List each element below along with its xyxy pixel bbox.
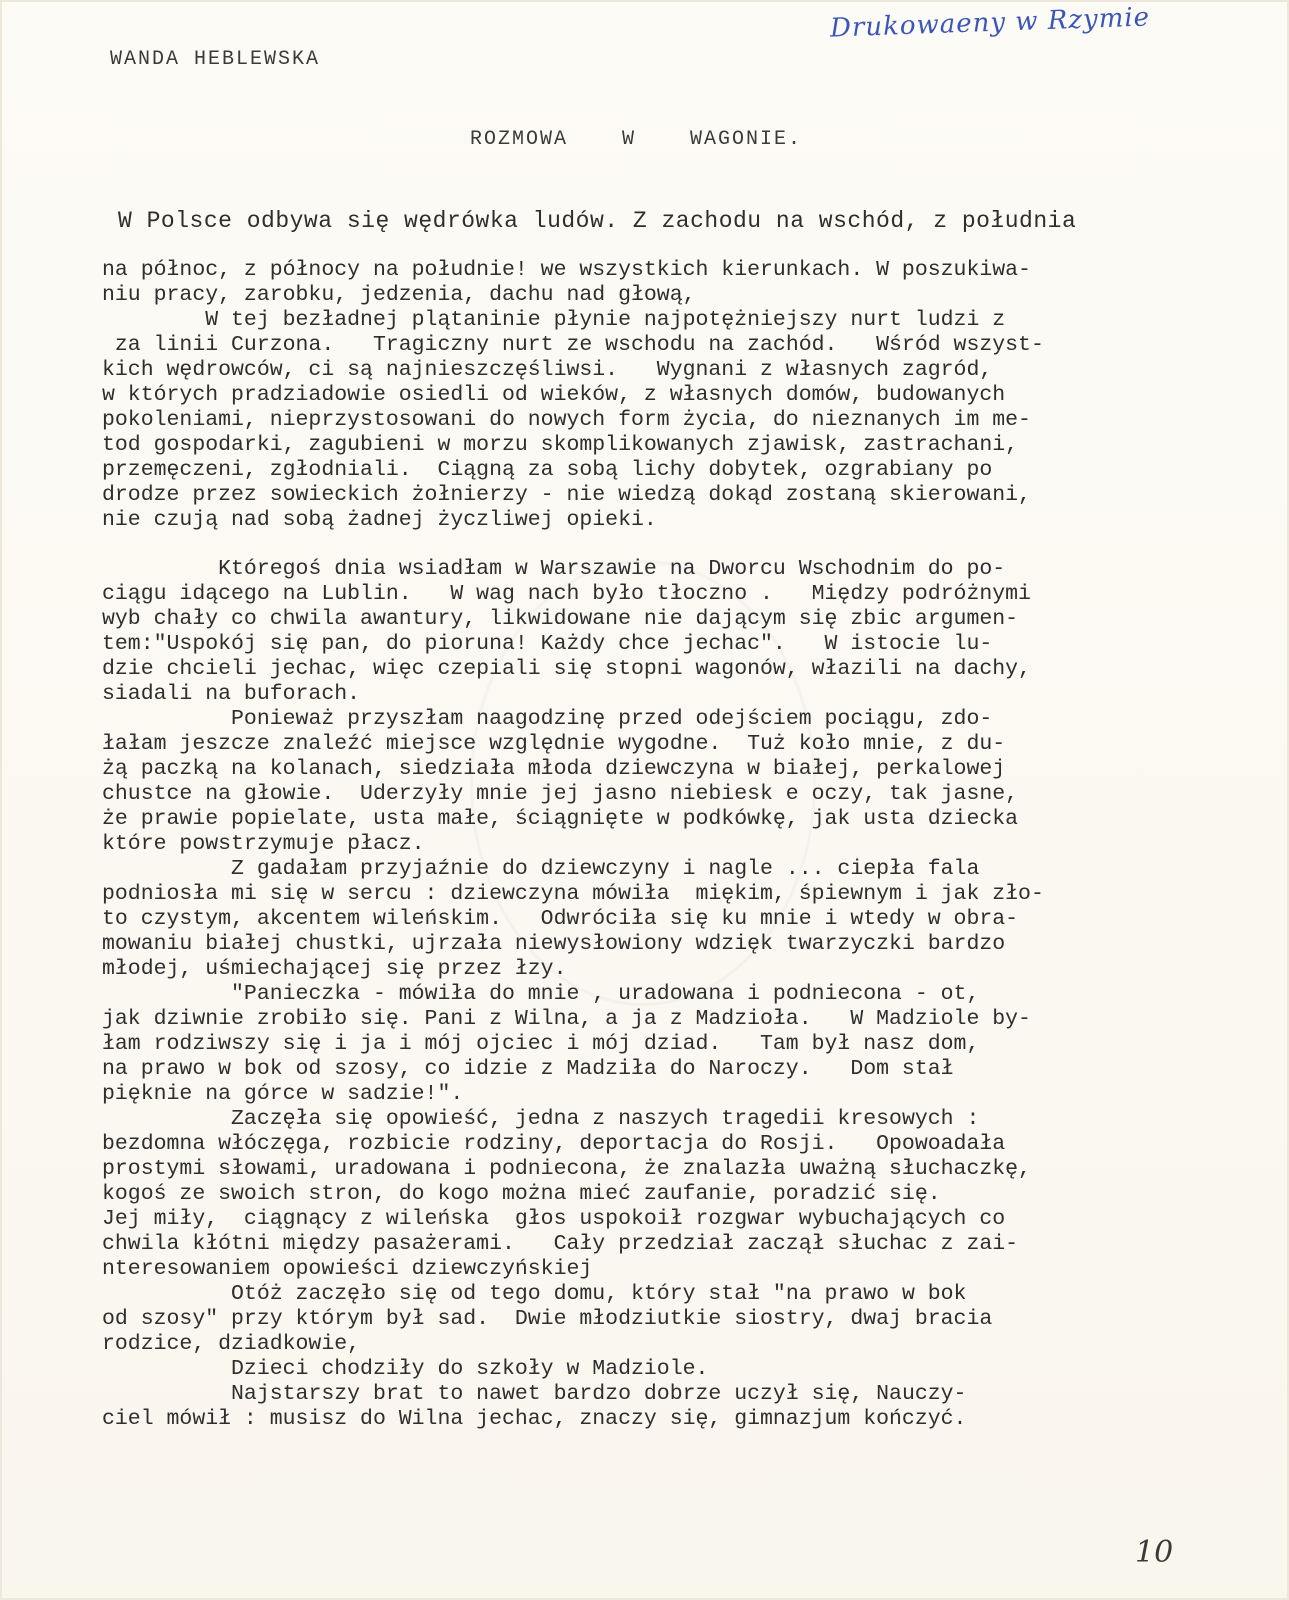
intro-line: W Polsce odbywa się wędrówka ludów. Z zachodu na wschód, z południa: [118, 208, 1077, 234]
handwritten-note: Drukowaeny w Rzymie: [829, 2, 1151, 44]
document-title: ROZMOWA W WAGONIE.: [470, 128, 803, 151]
paragraph-1: na północ, z północy na południe! we wszystkich kierunkach. W poszukiwa- niu pracy, zarobku, jedzenia, dachu nad głową, W tej bezładnej plątaninie płynie najpotężniejszy nurt ludzi z za linii Curzona. Tragiczny nurt ze wschodu na zachód. Wśród wszyst- kich wędrowców, ci są najnieszczęśliwsi. Wygnani z własnych zagród, w których pradziadowie osiedli od wieków, z własnych domów, budowanych pokoleniami, nieprzystosowani do nowych form życia, do nieznanych im me- tod gospodarki, zagubieni w morzu skomplikowanych zjawisk, zastrachani, przemęczeni, zgłodniali. Ciągną za sobą lichy dobytek, ozgrabiany po drodze przez sowieckich żołnierzy - nie wiedzą dokąd zostaną skierowani, nie czują nad sobą żadnej życzliwej opieki.: [102, 258, 1044, 532]
author-name: WANDA HEBLEWSKA: [110, 48, 321, 71]
document-body: [102, 258, 1240, 1432]
paragraph-2: Któregoś dnia wsiadłam w Warszawie na Dworcu Wschodnim do po- ciągu idącego na Lublin. W wag nach było tłoczno . Między podróżnymi wyb chały co chwila awantury, likwidowane nie dającym się zbic argumen- tem:"Uspokój się pan, do pioruna! Każdy chce jechac". W istocie lu- dzie chcieli jechac, więc czepiali się stopni wagonów, włazili na dachy, siadali na buforach. Ponieważ przyszłam naagodzinę przed odejściem pociągu, zdo- łałam jeszcze znaleźć miejsce względnie wygodne. Tuż koło mnie, z du- żą paczką na kolanach, siedziała młoda dziewczyna w białej, perkalowej chustce na głowie. Uderzyły mnie jej jasno niebiesk e oczy, tak jasne, że prawie popielate, usta małe, ściągnięte w podkówkę, jak usta dziecka które powstrzymuje płacz. Z gadałam przyjaźnie do dziewczyny i nagle ... ciepła fala podniosła mi się w sercu : dziewczyna mówiła miękim, śpiewnym i jak zło- to czystym, akcentem wileńskim. Odwróciła się ku mnie i wtedy w obra- mowaniu białej chustki, ujrzała niewysłowiony wdzięk twarzyczki bardzo młodej, uśmiechającej się przez łzy. "Panieczka - mówiła do mnie , uradowana i podniecona - ot, jak dziwnie zrobiło się. Pani z Wilna, a ja z Madzioła. W Madziole by- łam rodziwszy się i ja i mój ojciec i mój dziad. Tam był nasz dom, na prawo w bok od szosy, co idzie z Madziła do Naroczy. Dom stał pięknie na górce w sadzie!". Zaczęła się opowieść, jedna z naszych tragedii kresowych : bezdomna włóczęga, rozbicie rodziny, deportacja do Rosji. Opowoadała prostymi słowami, uradowana i podniecona, że znalazła uważną słuchaczkę, kogoś ze swoich stron, do kogo można mieć zaufanie, poradzić się. Jej miły, ciągnący z wileńska głos uspokoił rozgwar wybuchających co chwila kłótni między pasażerami. Cały przedział zaczął słuchac z zai- nteresowaniem opowieści dziewczyńskiej Otóż zaczęło się od tego domu, który stał "na prawo w bok od szosy" przy którym był sad. Dwie młodziutkie siostry, dwaj bracia rodzice, dziadkowie, Dzieci chodziły do szkoły w Madziole. Najstarszy brat to nawet bardzo dobrze uczył się, Nauczy- ciel mówił : musisz do Wilna jechac, znaczy się, gimnazjum kończyć.: [102, 557, 1044, 1431]
page-number: 10: [1135, 1535, 1174, 1570]
